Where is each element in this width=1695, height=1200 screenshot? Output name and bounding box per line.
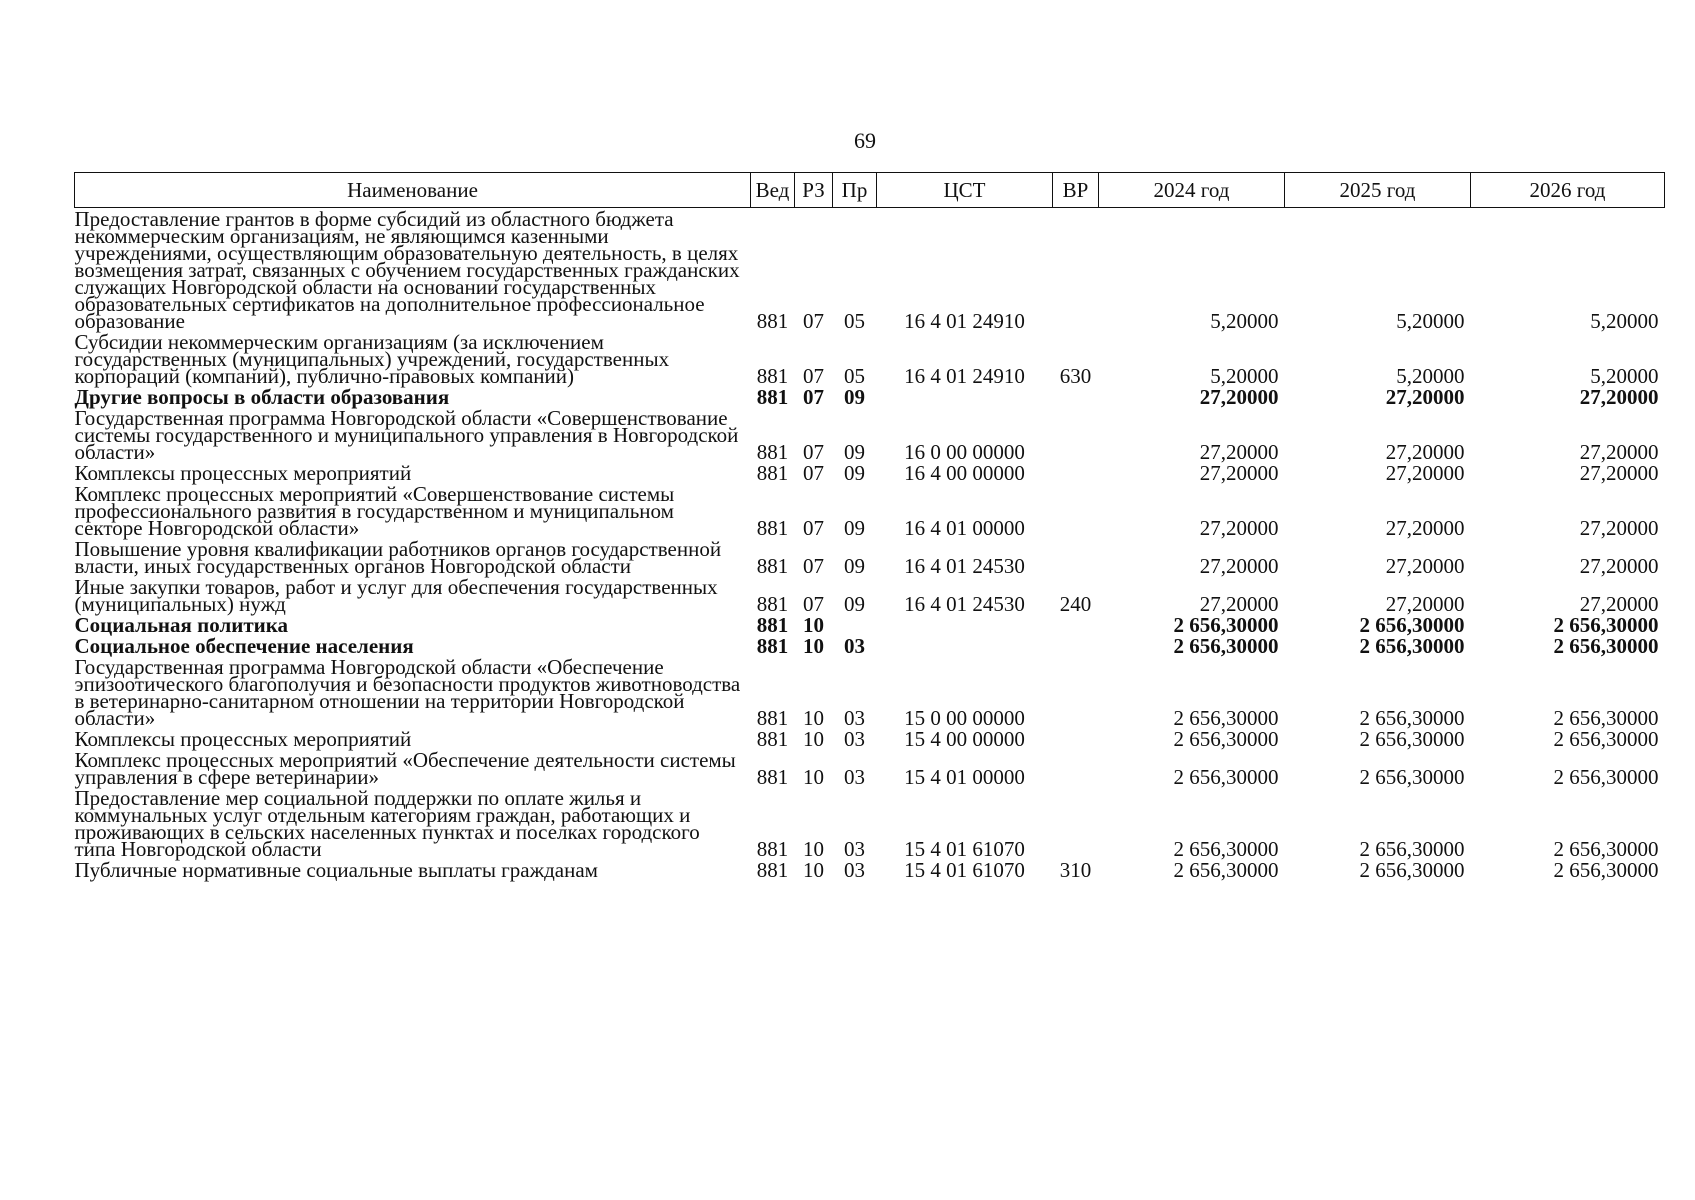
row-cst: 16 4 00 00000: [904, 461, 1025, 485]
row-pr: 03: [844, 727, 865, 751]
row-cst: 16 4 01 24910: [904, 309, 1025, 333]
row-amount-2024: 5,20000: [1210, 309, 1279, 333]
table-row: [75, 576, 1665, 614]
row-vr: [1053, 462, 1099, 483]
row-name: Предоставление мер социальной поддержки по оплате жилья и коммунальных услуг отдельным категориям граждан, работающих и проживающих в сельских населенных пунктах и поселках городского типа Новгородской области: [74, 786, 700, 861]
row-pr: 03: [844, 634, 865, 658]
header-rz: РЗ: [795, 173, 833, 208]
budget-table: [74, 172, 1665, 880]
row-cst: 15 4 00 00000: [904, 727, 1025, 751]
row-vr: [1053, 386, 1099, 407]
row-vr: 310: [1059, 858, 1092, 882]
row-rz: 07: [803, 364, 824, 388]
row-ved: 881: [756, 727, 789, 751]
row-amount-2024: 27,20000: [1199, 440, 1279, 464]
row-ved: 881: [756, 440, 789, 464]
row-rz: 07: [803, 309, 824, 333]
row-ved: 881: [756, 364, 789, 388]
header-vr: ВР: [1053, 173, 1099, 208]
row-name: Предоставление грантов в форме субсидий из областного бюджета некоммерческим организациям, не являющимся казенными учреждениями, осуществляющим образовательную деятельность, в целях возмещения затрат, связанных с обучением государственных гражданских служащих Новгородской области на основании государственных образовательных сертификатов на дополнительное профессиональное образование: [74, 207, 740, 333]
row-name: Социальное обеспечение населения: [74, 634, 414, 658]
row-amount-2024: 2 656,30000: [1173, 837, 1279, 861]
row-vr: [1053, 483, 1099, 538]
row-pr: 03: [844, 837, 865, 861]
row-amount-2026: 5,20000: [1590, 364, 1659, 388]
row-ved: 881: [756, 765, 789, 789]
row-pr: 03: [844, 765, 865, 789]
row-name: Повышение уровня квалификации работников органов государственной власти, иных государственных органов Новгородской области: [74, 537, 722, 578]
row-rz: 10: [803, 765, 824, 789]
row-amount-2024: 27,20000: [1199, 385, 1279, 409]
row-name: Иные закупки товаров, работ и услуг для обеспечения государственных (муниципальных) нужд: [74, 575, 718, 616]
header-2024: 2024 год: [1099, 173, 1285, 208]
row-cst: 15 4 01 00000: [904, 765, 1025, 789]
row-name: Государственная программа Новгородской области «Совершенствование системы государственного и муниципального управления в Новгородской области»: [74, 406, 739, 464]
row-rz: 07: [803, 516, 824, 540]
row-pr: 09: [844, 554, 865, 578]
row-pr: 09: [844, 592, 865, 616]
row-pr: 09: [844, 516, 865, 540]
row-amount-2026: 5,20000: [1590, 309, 1659, 333]
row-amount-2024: 2 656,30000: [1173, 613, 1279, 637]
row-amount-2025: 27,20000: [1385, 385, 1465, 409]
row-vr: [1053, 614, 1099, 635]
row-name: Другие вопросы в области образования: [74, 385, 450, 409]
row-amount-2025: 2 656,30000: [1359, 858, 1465, 882]
row-amount-2024: 27,20000: [1199, 516, 1279, 540]
row-pr: [833, 614, 877, 635]
row-amount-2024: 2 656,30000: [1173, 634, 1279, 658]
row-rz: 10: [803, 706, 824, 730]
row-cst: 16 4 01 24530: [904, 592, 1025, 616]
table-row: [75, 787, 1665, 859]
row-amount-2025: 27,20000: [1385, 592, 1465, 616]
row-ved: 881: [756, 461, 789, 485]
row-name: Комплекс процессных мероприятий «Совершенствование системы профессионального развития в государственном и муниципальном секторе Новгородской области»: [74, 482, 675, 540]
row-cst: 15 4 01 61070: [904, 858, 1025, 882]
row-pr: 05: [844, 309, 865, 333]
row-pr: 09: [844, 461, 865, 485]
table-row: [75, 656, 1665, 728]
table-row: [75, 407, 1665, 462]
row-name: Комплекс процессных мероприятий «Обеспечение деятельности системы управления в сфере ветеринарии»: [74, 748, 736, 789]
header-ved: Вед: [751, 173, 795, 208]
row-amount-2026: 27,20000: [1579, 461, 1659, 485]
row-amount-2025: 2 656,30000: [1359, 613, 1465, 637]
row-vr: [1053, 728, 1099, 749]
page-number: 69: [854, 128, 876, 153]
row-vr: 630: [1059, 364, 1092, 388]
row-cst: [877, 614, 1053, 635]
row-amount-2025: 27,20000: [1385, 461, 1465, 485]
header-pr: Пр: [833, 173, 877, 208]
row-cst: 16 4 01 00000: [904, 516, 1025, 540]
row-amount-2025: 2 656,30000: [1359, 837, 1465, 861]
row-ved: 881: [756, 385, 789, 409]
row-amount-2026: 2 656,30000: [1553, 858, 1659, 882]
row-amount-2025: 2 656,30000: [1359, 706, 1465, 730]
row-amount-2026: 2 656,30000: [1553, 727, 1659, 751]
row-amount-2026: 2 656,30000: [1553, 634, 1659, 658]
row-amount-2026: 27,20000: [1579, 592, 1659, 616]
row-amount-2024: 2 656,30000: [1173, 706, 1279, 730]
row-amount-2024: 5,20000: [1210, 364, 1279, 388]
row-cst: 15 0 00 00000: [904, 706, 1025, 730]
table-row: [75, 749, 1665, 787]
row-cst: 16 4 01 24910: [904, 364, 1025, 388]
row-vr: [1053, 787, 1099, 859]
row-rz: 10: [803, 858, 824, 882]
row-rz: 07: [803, 554, 824, 578]
table-row: [75, 208, 1665, 332]
row-amount-2025: 5,20000: [1396, 364, 1465, 388]
row-rz: 07: [803, 440, 824, 464]
row-cst: 16 0 00 00000: [904, 440, 1025, 464]
row-vr: 240: [1059, 592, 1092, 616]
row-ved: 881: [756, 858, 789, 882]
row-cst: [877, 386, 1053, 407]
table-header-row: [75, 173, 1665, 208]
table-row: [75, 462, 1665, 483]
row-amount-2025: 27,20000: [1385, 554, 1465, 578]
row-name: Субсидии некоммерческим организациям (за исключением государственных (муниципальных) учреждений, государственных корпораций (компаний), публично-правовых компаний): [74, 330, 670, 388]
row-vr: [1053, 749, 1099, 787]
table-row: [75, 538, 1665, 576]
row-amount-2026: 27,20000: [1579, 440, 1659, 464]
row-amount-2026: 27,20000: [1579, 516, 1659, 540]
row-ved: 881: [756, 309, 789, 333]
table-row: [75, 483, 1665, 538]
table-row: [75, 859, 1665, 880]
row-pr: 03: [844, 706, 865, 730]
row-name: Комплексы процессных мероприятий: [74, 727, 412, 751]
row-amount-2024: 27,20000: [1199, 461, 1279, 485]
header-2025: 2025 год: [1285, 173, 1471, 208]
row-ved: 881: [756, 516, 789, 540]
row-amount-2024: 27,20000: [1199, 554, 1279, 578]
row-rz: 10: [803, 727, 824, 751]
row-name: Социальная политика: [74, 613, 289, 637]
row-amount-2026: 27,20000: [1579, 554, 1659, 578]
row-amount-2026: 2 656,30000: [1553, 613, 1659, 637]
table-row: [75, 331, 1665, 386]
row-rz: 10: [803, 613, 824, 637]
table-row: [75, 728, 1665, 749]
row-amount-2024: 27,20000: [1199, 592, 1279, 616]
row-amount-2024: 2 656,30000: [1173, 858, 1279, 882]
row-pr: 09: [844, 385, 865, 409]
table-row: [75, 614, 1665, 635]
row-amount-2025: 5,20000: [1396, 309, 1465, 333]
row-amount-2025: 27,20000: [1385, 516, 1465, 540]
row-cst: 16 4 01 24530: [904, 554, 1025, 578]
row-ved: 881: [756, 634, 789, 658]
table-row: [75, 386, 1665, 407]
row-amount-2025: 27,20000: [1385, 440, 1465, 464]
row-ved: 881: [756, 592, 789, 616]
row-amount-2026: 2 656,30000: [1553, 706, 1659, 730]
row-name: Комплексы процессных мероприятий: [74, 461, 412, 485]
row-amount-2025: 2 656,30000: [1359, 765, 1465, 789]
row-pr: 03: [844, 858, 865, 882]
row-amount-2026: 27,20000: [1579, 385, 1659, 409]
row-vr: [1053, 208, 1099, 332]
row-vr: [1053, 407, 1099, 462]
row-name: Государственная программа Новгородской области «Обеспечение эпизоотического благополучия и безопасности продуктов животноводства в ветеринарно-санитарном отношении на территории Новгородской области»: [74, 655, 741, 730]
header-2026: 2026 год: [1471, 173, 1665, 208]
row-cst: [877, 635, 1053, 656]
row-cst: 15 4 01 61070: [904, 837, 1025, 861]
row-rz: 10: [803, 837, 824, 861]
row-amount-2026: 2 656,30000: [1553, 837, 1659, 861]
row-ved: 881: [756, 613, 789, 637]
row-vr: [1053, 538, 1099, 576]
row-vr: [1053, 656, 1099, 728]
row-rz: 07: [803, 461, 824, 485]
row-ved: 881: [756, 706, 789, 730]
row-ved: 881: [756, 837, 789, 861]
row-amount-2025: 2 656,30000: [1359, 727, 1465, 751]
row-vr: [1053, 635, 1099, 656]
row-pr: 09: [844, 440, 865, 464]
row-amount-2025: 2 656,30000: [1359, 634, 1465, 658]
row-amount-2024: 2 656,30000: [1173, 727, 1279, 751]
row-amount-2024: 2 656,30000: [1173, 765, 1279, 789]
header-cst: ЦСТ: [877, 173, 1053, 208]
row-pr: 05: [844, 364, 865, 388]
header-name: Наименование: [75, 173, 751, 208]
row-name: Публичные нормативные социальные выплаты гражданам: [74, 858, 598, 882]
row-amount-2026: 2 656,30000: [1553, 765, 1659, 789]
row-ved: 881: [756, 554, 789, 578]
table-row: [75, 635, 1665, 656]
row-rz: 10: [803, 634, 824, 658]
row-rz: 07: [803, 592, 824, 616]
row-rz: 07: [803, 385, 824, 409]
